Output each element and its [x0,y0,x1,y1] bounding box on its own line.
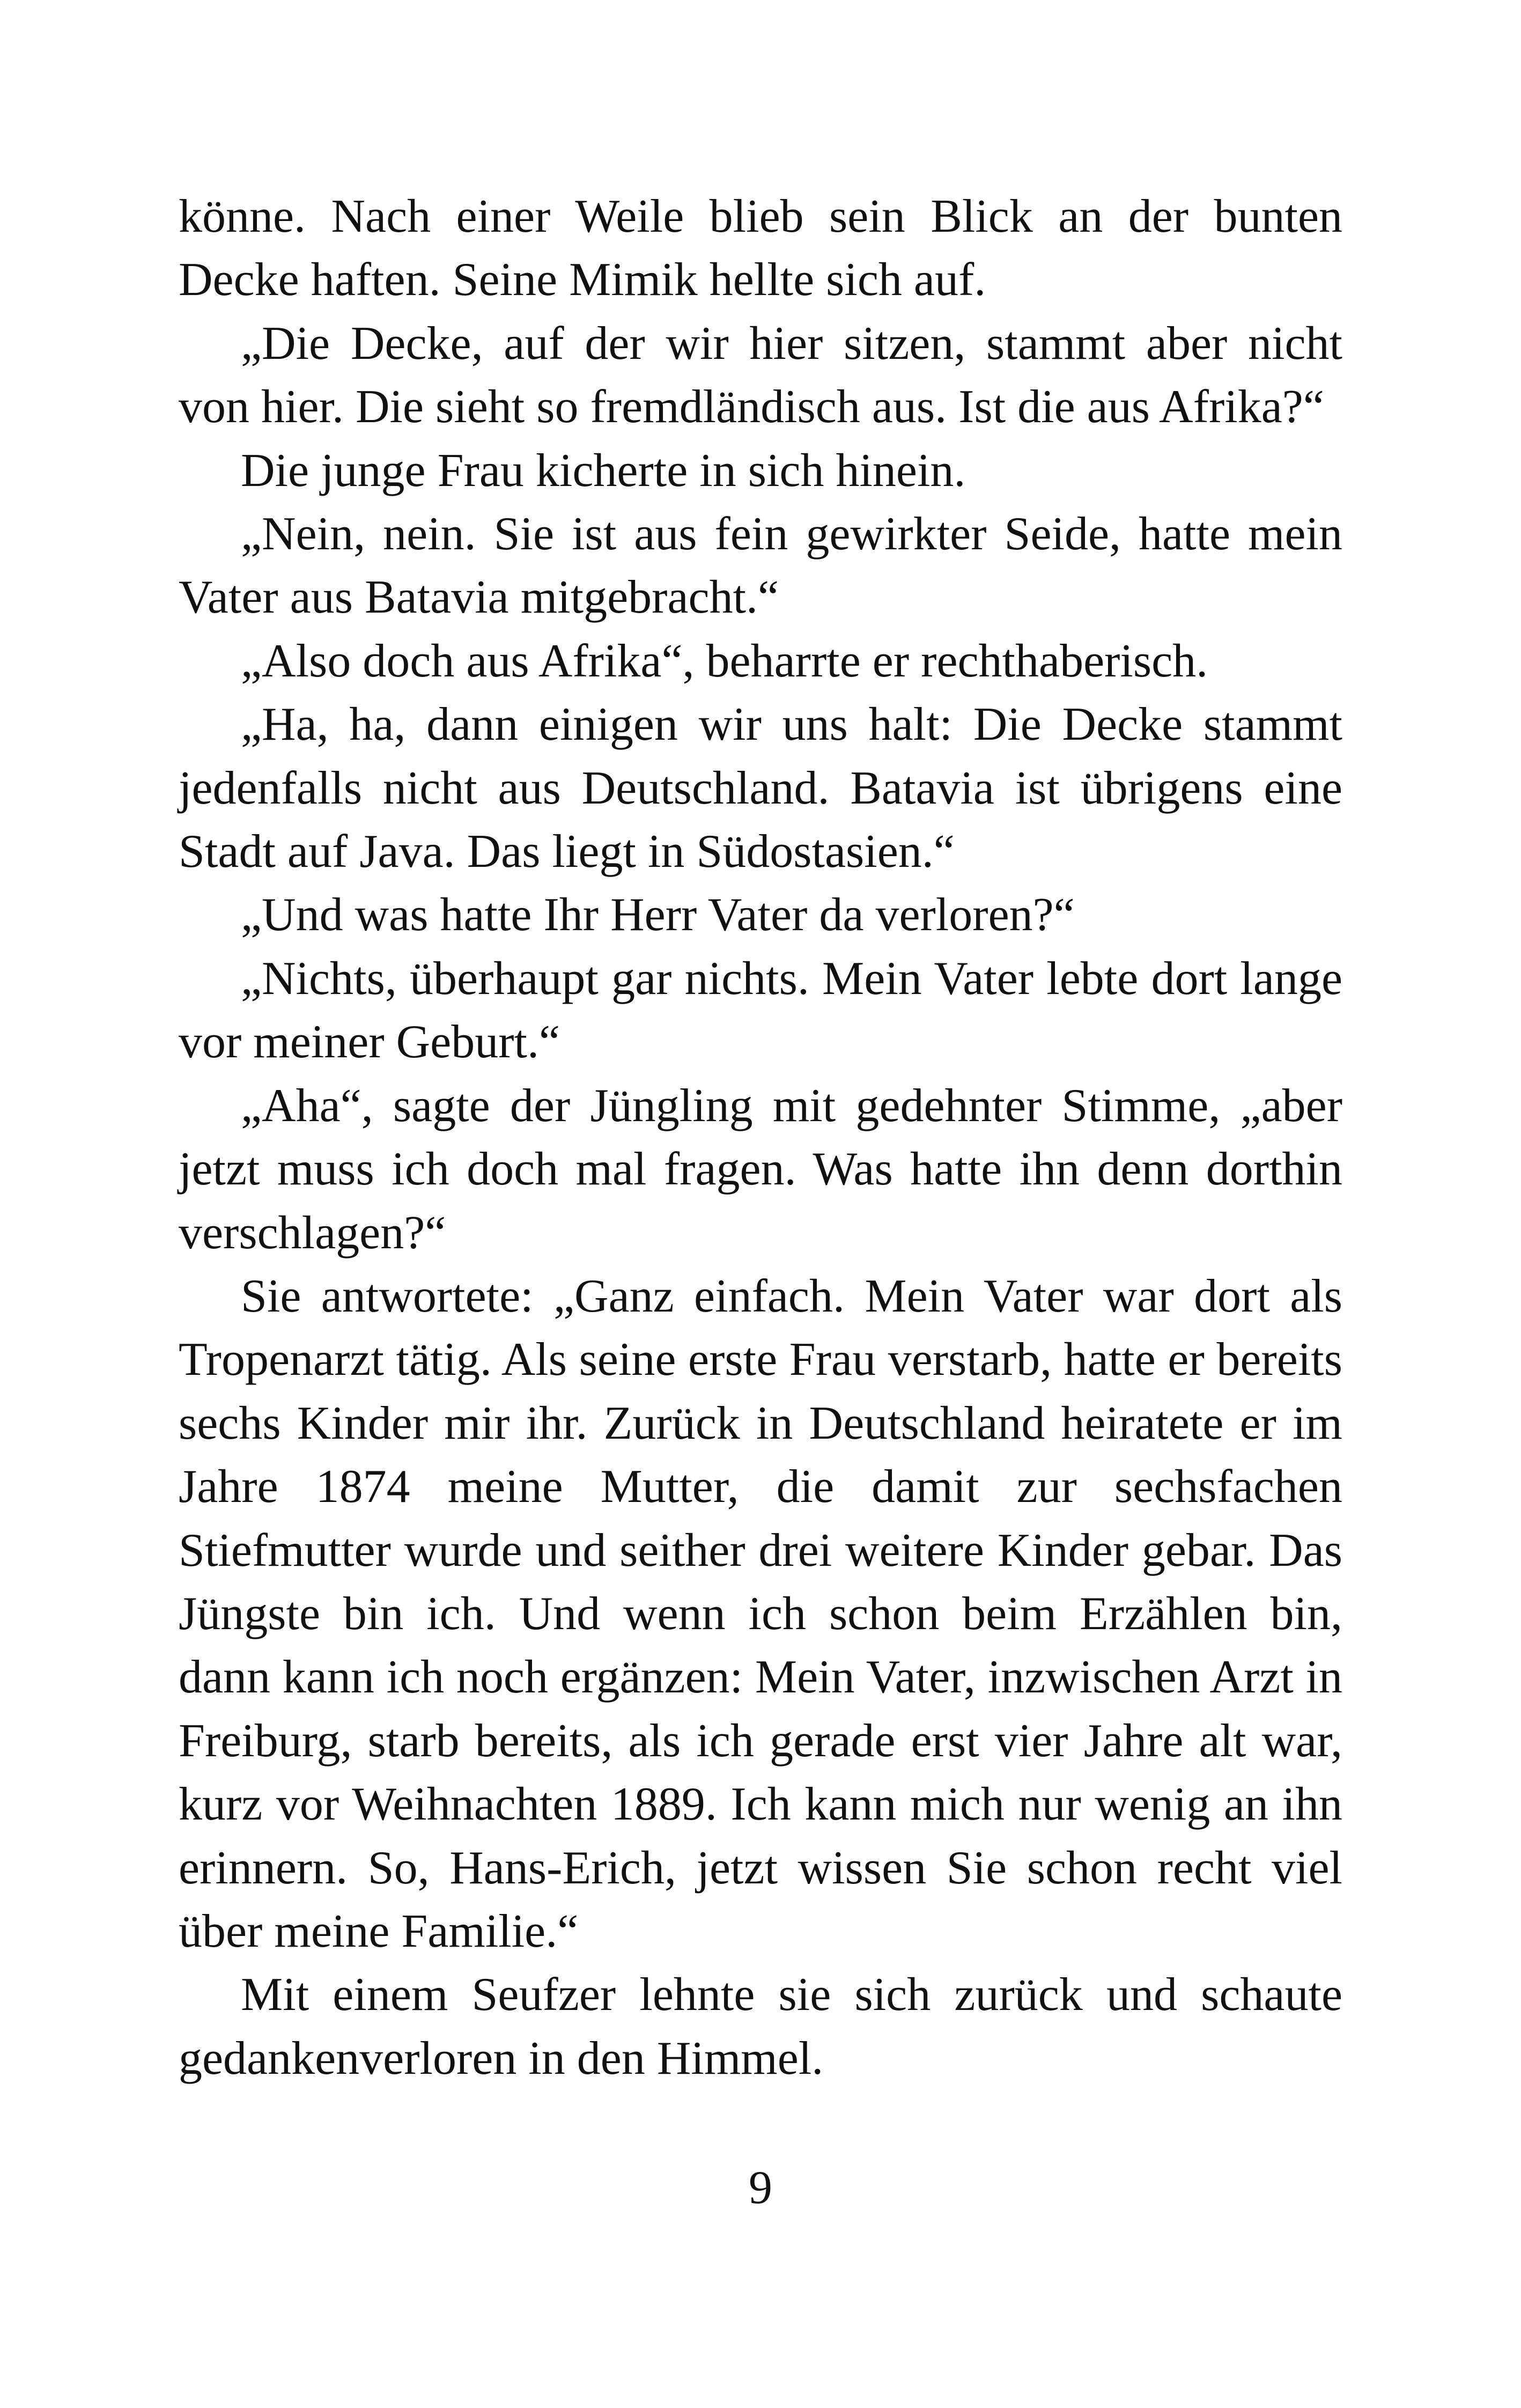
paragraph: „Nein, nein. Sie ist aus fein gewirkter Seide, hatte mein Vater aus Batavia mitgebracht.“ [179,508,1342,624]
paragraph: „Nichts, überhaupt gar nichts. Mein Vater lebte dort lange vor meiner Geburt.“ [179,952,1342,1069]
paragraph: „Die Decke, auf der wir hier sitzen, stammt aber nicht von hier. Die sieht so fremdländisch aus. Ist die aus Afrika?“ [179,317,1342,433]
paragraph: Mit einem Seufzer lehnte sie sich zurück und schaute gedankenverloren in den Himmel. [179,1969,1342,2085]
paragraph: „Und was hatte Ihr Herr Vater da verloren?“ [241,889,1075,941]
paragraph: „Ha, ha, dann einigen wir uns halt: Die Decke stammt jedenfalls nicht aus Deutschland. Batavia ist übrigens eine Stadt auf Java. Das liegt in Südostasien.“ [179,698,1342,878]
page-number: 9 [749,2162,772,2214]
paragraph: Die junge Frau kicherte in sich hinein. [241,444,966,497]
paragraph-continuation: könne. Nach einer Weile blieb sein Blick an der bunten Decke haften. Seine Mimik hellte sich auf. [179,190,1342,306]
paragraph: Sie antwortete: „Ganz einfach. Mein Vater war dort als Tropenarzt tätig. Als seine erste Frau verstarb, hatte er bereits sechs Kinder mir ihr. Zurück in Deutschland heiratete er im Jahre 1874 meine Mutter, die damit zur sechsfachen Stiefmutter wurde und seither drei weitere Kinder gebar. Das Jüngste bin ich. Und wenn ich schon beim Erzählen bin, dann kann ich noch ergänzen: Mein Vater, inzwischen Arzt in Freiburg, starb bereits, als ich gerade erst vier Jahre alt war, kurz vor Weihnachten 1889. Ich kann mich nur wenig an ihn erinnern. So, Hans-Erich, jetzt wissen Sie schon recht viel über meine Familie.“ [179,1270,1342,1957]
paragraph: „Aha“, sagte der Jüngling mit gedehnter Stimme, „aber jetzt muss ich doch mal fragen. Was hatte ihn denn dorthin verschlagen?“ [179,1079,1342,1259]
paragraph: „Also doch aus Afrika“, beharrte er rechthaberisch. [241,635,1208,687]
body-text [179,185,1342,2090]
